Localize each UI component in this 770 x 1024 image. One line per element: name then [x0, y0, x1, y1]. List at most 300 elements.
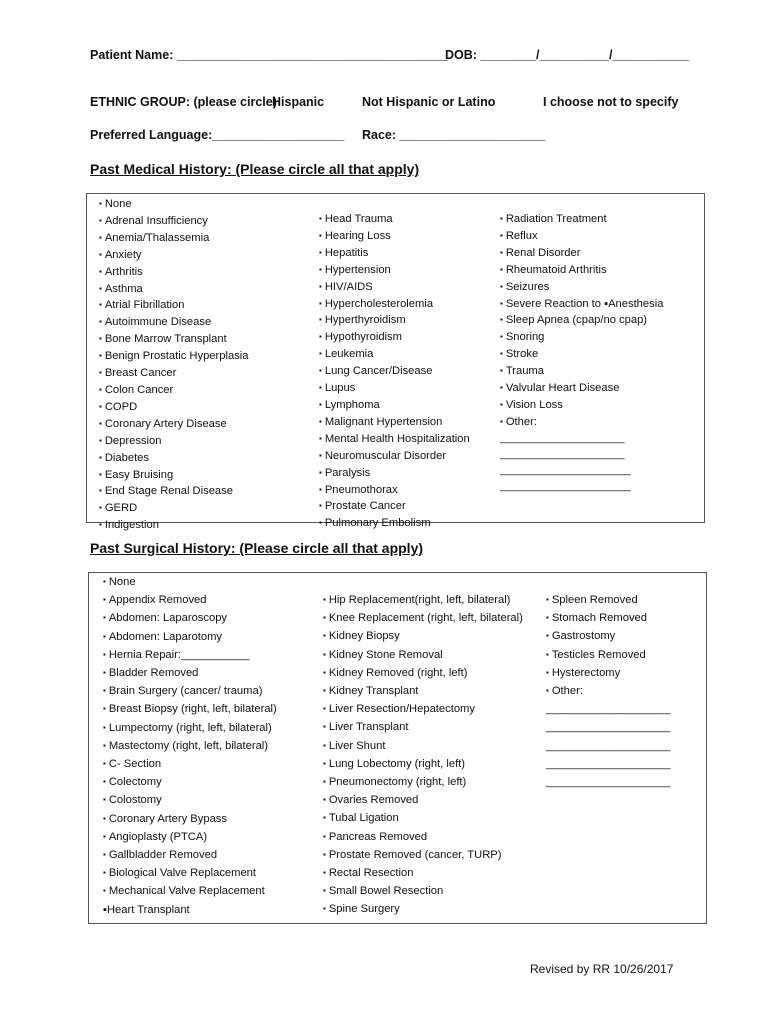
checklist-item[interactable] — [319, 245, 470, 262]
checklist-item[interactable] — [323, 755, 523, 773]
checklist-item[interactable] — [323, 809, 523, 827]
medical-column-1 — [99, 196, 249, 534]
checklist-item-label: Pulmonary Embolism — [324, 517, 431, 530]
bullet-icon: ▪ — [99, 232, 102, 242]
bullet-icon: ▪ — [99, 351, 102, 361]
checklist-item-label: HIV/AIDS — [324, 280, 373, 293]
checklist-item[interactable] — [500, 414, 663, 431]
checklist-item-label: Liver Transplant — [328, 721, 409, 734]
checklist-item[interactable] — [103, 864, 277, 882]
checklist-item[interactable] — [103, 882, 277, 900]
checklist-item-label: Lymphoma — [324, 398, 380, 411]
checklist-item[interactable] — [99, 297, 249, 314]
checklist-item[interactable] — [99, 382, 249, 399]
bullet-icon: ▪ — [99, 215, 102, 225]
checklist-item-label: Other: — [505, 415, 537, 428]
bullet-icon: ▪ — [99, 334, 102, 344]
bullet-icon: ▪ — [319, 450, 322, 460]
checklist-item-label: Vision Loss — [505, 398, 563, 411]
bullet-icon: ▪ — [323, 613, 326, 623]
surgical-history-title: Past Surgical History: (Please circle all that apply) — [90, 540, 424, 556]
bullet-icon: ▪ — [319, 230, 322, 240]
bullet-icon: ▪ — [99, 401, 102, 411]
checklist-item-label: Prostate Cancer — [324, 500, 406, 513]
checklist-item[interactable] — [323, 791, 523, 809]
bullet-icon: ▪ — [319, 349, 322, 359]
checklist-item[interactable]: ▪Heart Transplant — [103, 903, 190, 916]
checklist-item[interactable] — [103, 591, 277, 609]
checklist-item-label: Hearing Loss — [324, 229, 391, 242]
checklist-item-label: Abdomen: Laparotomy — [108, 630, 223, 643]
bullet-icon: ▪ — [99, 199, 102, 208]
bullet-icon: ▪ — [319, 214, 322, 223]
checklist-item[interactable] — [103, 755, 277, 773]
checklist-item[interactable] — [319, 380, 470, 397]
bullet-icon: ▪ — [99, 300, 102, 310]
checklist-item[interactable] — [99, 196, 249, 213]
bullet-icon: ▪ — [319, 315, 322, 325]
checklist-item-label: Anxiety — [104, 248, 142, 261]
checklist-item-label: Colostomy — [108, 794, 162, 807]
checklist-item[interactable] — [546, 627, 670, 645]
checklist-item-label: Snoring — [505, 331, 545, 344]
bullet-icon: ▪ — [319, 501, 322, 511]
bullet-icon: ▪ — [319, 416, 322, 426]
checklist-item-label: Angioplasty (PTCA) — [108, 830, 208, 843]
surgical-history-box — [88, 572, 707, 924]
bullet-icon: ▪ — [319, 366, 322, 376]
bullet-icon: ▪ — [500, 315, 503, 325]
checklist-item[interactable] — [500, 279, 663, 296]
bullet-icon: ▪ — [319, 281, 322, 291]
checklist-item[interactable] — [319, 498, 470, 515]
checklist-item-label: Leukemia — [324, 348, 374, 361]
bullet-icon: ▪ — [99, 452, 102, 462]
checklist-item[interactable] — [546, 609, 670, 627]
checklist-item-label: Bladder Removed — [108, 667, 199, 680]
checklist-item-label: Gastrostomy — [551, 630, 616, 643]
surgical-column-1 — [103, 573, 277, 919]
checklist-item-label: Coronary Artery Disease — [104, 417, 227, 430]
bullet-icon: ▪ — [103, 577, 106, 586]
checklist-item[interactable] — [319, 414, 470, 431]
checklist-item-label: Kidney Stone Removal — [328, 648, 443, 661]
checklist-item-label: None — [108, 576, 136, 588]
bullet-icon: ▪ — [319, 467, 322, 477]
checklist-item[interactable] — [323, 664, 523, 682]
bullet-icon: ▪ — [500, 383, 503, 393]
bullet-icon: ▪ — [546, 631, 549, 641]
checklist-item[interactable] — [99, 213, 249, 230]
bullet-icon: ▪ — [500, 230, 503, 240]
dob-field[interactable]: DOB: ________/__________/___________ — [445, 48, 689, 62]
checklist-item[interactable] — [103, 628, 277, 646]
checklist-item[interactable] — [500, 346, 663, 363]
other-write-in-line[interactable]: ____________________ — [500, 431, 625, 444]
checklist-item-label: Head Trauma — [324, 213, 393, 225]
checklist-item[interactable] — [500, 211, 663, 228]
other-write-in-line[interactable]: _____________________ — [500, 479, 631, 492]
other-write-in-line[interactable]: ____________________ — [546, 776, 671, 789]
checklist-item-label: Asthma — [104, 282, 143, 295]
checklist-item-label: Easy Bruising — [104, 468, 174, 481]
bullet-icon: ▪ — [323, 649, 326, 659]
checklist-item-label: Trauma — [505, 365, 544, 378]
checklist-item-label: C- Section — [108, 758, 162, 771]
checklist-item-label: Liver Shunt — [328, 739, 386, 752]
checklist-item-label: Adrenal Insufficiency — [104, 214, 208, 227]
bullet-icon: ▪ — [500, 399, 503, 409]
checklist-item-label: Stomach Removed — [551, 612, 647, 625]
checklist-item[interactable] — [546, 664, 670, 682]
bullet-icon: ▪ — [500, 416, 503, 426]
bullet-icon: ▪ — [319, 484, 322, 494]
bullet-icon: ▪ — [99, 520, 102, 530]
other-write-in-line[interactable]: _____________________ — [500, 463, 631, 476]
revision-note: Revised by RR 10/26/2017 — [530, 962, 674, 976]
checklist-item-label: Ovaries Removed — [328, 794, 419, 807]
checklist-item-label: Indigestion — [104, 519, 159, 532]
bullet-icon: ▪ — [546, 595, 549, 604]
bullet-icon: ▪ — [323, 904, 326, 914]
bullet-icon: ▪ — [546, 649, 549, 659]
checklist-item[interactable] — [99, 264, 249, 281]
checklist-item-label: Biological Valve Replacement — [108, 867, 257, 880]
checklist-item-label: Appendix Removed — [108, 594, 207, 607]
checklist-item-label: Autoimmune Disease — [104, 316, 212, 329]
checklist-item-label: Severe Reaction to ▪Anesthesia — [505, 297, 664, 310]
checklist-item[interactable] — [103, 573, 277, 591]
bullet-icon: ▪ — [323, 777, 326, 787]
other-write-in-line[interactable]: ____________________ — [500, 447, 625, 460]
ethnic-group-label: ETHNIC GROUP: (please circle) — [90, 95, 277, 109]
bullet-icon: ▪ — [319, 298, 322, 308]
checklist-item[interactable] — [323, 737, 523, 755]
bullet-icon: ▪ — [500, 332, 503, 342]
checklist-item[interactable] — [103, 846, 277, 864]
bullet-icon: ▪ — [103, 740, 106, 750]
checklist-item-label: Lupus — [324, 382, 356, 395]
checklist-item[interactable] — [323, 864, 523, 882]
checklist-item[interactable] — [103, 828, 277, 846]
checklist-item-label: Tubal Ligation — [328, 812, 399, 825]
checklist-item[interactable] — [323, 882, 523, 900]
bullet-icon: ▪ — [103, 886, 106, 896]
checklist-item-label: Mental Health Hospitalization — [324, 432, 470, 445]
checklist-item-label: Neuromuscular Disorder — [324, 449, 447, 462]
checklist-item-label: Atrial Fibrillation — [104, 299, 185, 312]
checklist-item[interactable] — [323, 682, 523, 700]
checklist-item-label: Kidney Biopsy — [328, 630, 400, 643]
checklist-item-label: Diabetes — [104, 451, 149, 464]
checklist-item[interactable] — [99, 314, 249, 331]
surgical-column-3 — [546, 591, 670, 791]
checklist-item[interactable] — [99, 500, 249, 517]
medical-column-2 — [319, 211, 470, 532]
checklist-item-label: Spleen Removed — [551, 594, 638, 606]
checklist-item-label: Rectal Resection — [328, 867, 414, 880]
race-field[interactable]: Race: _____________________ — [362, 128, 546, 142]
bullet-icon: ▪ — [319, 332, 322, 342]
checklist-item-label: Prostate Removed (cancer, TURP) — [328, 848, 502, 861]
checklist-item-label: Hyperthyroidism — [324, 314, 406, 327]
checklist-item[interactable] — [319, 482, 470, 499]
checklist-item-label: Reflux — [505, 229, 538, 242]
checklist-item[interactable] — [323, 900, 523, 918]
bullet-icon: ▪ — [99, 249, 102, 259]
bullet-icon: ▪ — [99, 283, 102, 293]
checklist-item-label: Hepatitis — [324, 246, 369, 259]
bullet-icon: ▪ — [103, 759, 106, 769]
checklist-item-label: Arthritis — [104, 265, 143, 278]
bullet-icon: ▪ — [103, 686, 106, 696]
checklist-item[interactable] — [319, 262, 470, 279]
checklist-item-label: Gallbladder Removed — [108, 849, 218, 862]
other-write-in-line[interactable]: ____________________ — [546, 739, 671, 752]
checklist-item-label: Testicles Removed — [551, 648, 646, 661]
bullet-icon: ▪ — [323, 740, 326, 750]
checklist-item-label: Stroke — [505, 348, 539, 361]
checklist-item[interactable] — [323, 627, 523, 645]
bullet-icon: ▪ — [99, 317, 102, 327]
checklist-item[interactable] — [103, 791, 277, 809]
checklist-item[interactable] — [103, 609, 277, 627]
checklist-item[interactable] — [99, 433, 249, 450]
checklist-item[interactable] — [319, 346, 470, 363]
checklist-item[interactable] — [323, 700, 523, 718]
checklist-item-label: Hypothyroidism — [324, 331, 402, 344]
bullet-icon: ▪ — [500, 366, 503, 376]
checklist-item-label: GERD — [104, 502, 138, 515]
checklist-item[interactable] — [99, 450, 249, 467]
bullet-icon: ▪ — [99, 368, 102, 378]
checklist-item[interactable] — [323, 609, 523, 627]
checklist-item-label: Paralysis — [324, 466, 371, 479]
checklist-item[interactable] — [103, 664, 277, 682]
checklist-item[interactable] — [500, 397, 663, 414]
checklist-item-label: Kidney Removed (right, left) — [328, 666, 468, 679]
checklist-item-label: Hip Replacement(right, left, bilateral) — [328, 594, 511, 606]
checklist-item[interactable] — [319, 211, 470, 228]
checklist-item-label: Breast Biopsy (right, left, bilateral) — [108, 703, 277, 716]
bullet-icon: ▪ — [99, 384, 102, 394]
bullet-icon: ▪ — [319, 264, 322, 274]
checklist-item[interactable] — [99, 467, 249, 484]
checklist-item[interactable] — [103, 682, 277, 700]
checklist-item[interactable] — [323, 846, 523, 864]
checklist-item-label: Anemia/Thalassemia — [104, 231, 210, 244]
checklist-item-label: COPD — [104, 400, 138, 413]
bullet-icon: ▪ — [323, 868, 326, 878]
checklist-item-label: Malignant Hypertension — [324, 415, 443, 428]
checklist-item[interactable] — [323, 828, 523, 846]
bullet-icon: ▪ — [319, 433, 322, 443]
checklist-item[interactable] — [99, 230, 249, 247]
checklist-item[interactable] — [323, 718, 523, 736]
bullet-icon: ▪ — [323, 849, 326, 859]
bullet-icon: ▪ — [319, 518, 322, 528]
checklist-item[interactable] — [103, 646, 277, 664]
bullet-icon: ▪ — [99, 503, 102, 513]
checklist-item[interactable] — [99, 331, 249, 348]
bullet-icon: ▪ — [319, 399, 322, 409]
ethnic-option-hispanic[interactable]: Hispanic — [272, 95, 325, 109]
medical-history-box — [86, 193, 705, 532]
checklist-item[interactable] — [99, 348, 249, 365]
checklist-item[interactable] — [319, 448, 470, 465]
checklist-item[interactable] — [103, 737, 277, 755]
bullet-icon: ▪ — [103, 850, 106, 860]
bullet-icon: ▪ — [103, 831, 106, 841]
bullet-icon: ▪ — [103, 813, 106, 823]
checklist-item-label: Other: — [551, 685, 583, 698]
checklist-item-label: Abdomen: Laparoscopy — [108, 612, 228, 625]
bullet-icon: ▪ — [323, 831, 326, 841]
checklist-item-label: Renal Disorder — [505, 246, 581, 259]
checklist-item[interactable] — [500, 312, 663, 329]
checklist-item[interactable] — [99, 416, 249, 433]
bullet-icon: ▪ — [99, 486, 102, 496]
checklist-item-label: Pneumothorax — [324, 483, 398, 496]
bullet-icon: ▪ — [323, 886, 326, 896]
checklist-item[interactable] — [500, 329, 663, 346]
checklist-item[interactable] — [319, 312, 470, 329]
bullet-icon: ▪ — [99, 469, 102, 479]
bullet-icon: ▪ — [103, 722, 106, 732]
checklist-item-label: Rheumatoid Arthritis — [505, 263, 607, 276]
checklist-item[interactable] — [546, 682, 670, 700]
checklist-item-label: Liver Resection/Hepatectomy — [328, 703, 475, 716]
checklist-item[interactable] — [99, 483, 249, 500]
checklist-item[interactable] — [500, 363, 663, 380]
bullet-icon: ▪ — [323, 813, 326, 823]
other-write-in-line[interactable]: ____________________ — [546, 721, 671, 734]
checklist-item[interactable] — [99, 281, 249, 298]
checklist-item[interactable] — [319, 296, 470, 313]
bullet-icon: ▪ — [319, 247, 322, 257]
bullet-icon: ▪ — [103, 704, 106, 714]
checklist-item-label: Lung Cancer/Disease — [324, 365, 433, 378]
checklist-item-label: Depression — [104, 434, 162, 447]
checklist-item[interactable] — [500, 380, 663, 397]
checklist-item-label: Small Bowel Resection — [328, 885, 444, 898]
bullet-icon: ▪ — [323, 595, 326, 604]
surgical-column-2 — [323, 591, 523, 919]
checklist-item[interactable] — [319, 515, 470, 532]
bullet-icon: ▪ — [500, 214, 503, 223]
checklist-item[interactable] — [546, 591, 670, 609]
bullet-icon: ▪ — [500, 281, 503, 291]
checklist-item-label: Pneumonectomy (right, left) — [328, 776, 467, 789]
bullet-icon: ▪ — [103, 777, 106, 787]
checklist-item[interactable] — [319, 329, 470, 346]
other-write-in-line[interactable]: ____________________ — [546, 703, 671, 716]
bullet-icon: ▪ — [546, 667, 549, 677]
checklist-item[interactable] — [319, 465, 470, 482]
bullet-icon: ▪ — [323, 722, 326, 732]
checklist-item[interactable] — [103, 773, 277, 791]
other-write-in-line[interactable]: ____________________ — [546, 757, 671, 770]
bullet-icon: ▪ — [546, 686, 549, 696]
checklist-item-label: Benign Prostatic Hyperplasia — [104, 350, 249, 363]
checklist-item[interactable] — [103, 810, 277, 828]
checklist-item[interactable] — [99, 517, 249, 534]
checklist-item[interactable] — [500, 296, 663, 313]
checklist-item[interactable] — [319, 363, 470, 380]
bullet-icon: ▪ — [99, 435, 102, 445]
checklist-item-label: Sleep Apnea (cpap/no cpap) — [505, 314, 648, 327]
bullet-icon: ▪ — [323, 667, 326, 677]
checklist-item-label: Hernia Repair:___________ — [108, 648, 250, 661]
bullet-icon: ▪ — [500, 264, 503, 274]
bullet-icon: ▪ — [103, 613, 106, 623]
bullet-icon: ▪ — [103, 631, 106, 641]
checklist-item-label: Mechanical Valve Replacement — [108, 885, 265, 898]
checklist-item[interactable] — [500, 228, 663, 245]
checklist-item-label: Pancreas Removed — [328, 830, 428, 843]
checklist-item-label: Hypercholesterolemia — [324, 297, 434, 310]
ethnic-option-not-hispanic[interactable]: Not Hispanic or Latino — [362, 95, 496, 109]
checklist-item[interactable] — [319, 228, 470, 245]
checklist-item-label: Seizures — [505, 280, 550, 293]
bullet-icon: ▪ — [103, 668, 106, 678]
checklist-item-label: Brain Surgery (cancer/ trauma) — [108, 685, 263, 698]
checklist-item-label: Coronary Artery Bypass — [108, 812, 227, 825]
checklist-item[interactable] — [323, 773, 523, 791]
checklist-item-label: Valvular Heart Disease — [505, 382, 620, 395]
checklist-item[interactable] — [103, 700, 277, 718]
checklist-item-label: Lung Lobectomy (right, left) — [328, 757, 466, 770]
checklist-item[interactable] — [319, 397, 470, 414]
bullet-icon: ▪ — [323, 704, 326, 714]
bullet-icon: ▪ — [319, 383, 322, 393]
ethnic-option-not-specify[interactable]: I choose not to specify — [543, 95, 679, 109]
checklist-item[interactable] — [546, 646, 670, 664]
checklist-item-label: Colectomy — [108, 776, 162, 789]
checklist-item-label: End Stage Renal Disease — [104, 485, 233, 498]
checklist-item[interactable] — [99, 399, 249, 416]
checklist-item[interactable] — [319, 279, 470, 296]
medical-column-3 — [500, 211, 663, 494]
checklist-item[interactable] — [323, 646, 523, 664]
bullet-icon: ▪ — [323, 686, 326, 696]
preferred-language-field[interactable]: Preferred Language:___________________ — [90, 128, 345, 142]
checklist-item[interactable] — [323, 591, 523, 609]
checklist-item-label: Bone Marrow Transplant — [104, 333, 227, 346]
checklist-item-label: Mastectomy (right, left, bilateral) — [108, 739, 269, 752]
bullet-icon: ▪ — [99, 266, 102, 276]
checklist-item-label: Breast Cancer — [104, 367, 177, 380]
bullet-icon: ▪ — [103, 795, 106, 805]
medical-history-title: Past Medical History: (Please circle all that apply) — [90, 161, 420, 177]
checklist-item[interactable] — [500, 262, 663, 279]
checklist-item[interactable] — [99, 365, 249, 382]
checklist-item-label: Hysterectomy — [551, 666, 621, 679]
checklist-item[interactable] — [319, 431, 470, 448]
checklist-item-label: Radiation Treatment — [505, 213, 607, 225]
checklist-item[interactable] — [99, 247, 249, 264]
checklist-item-label: Spine Surgery — [328, 903, 400, 916]
checklist-item-label: None — [104, 198, 132, 210]
bullet-icon: ▪ — [323, 795, 326, 805]
checklist-item-label: Knee Replacement (right, left, bilateral) — [328, 612, 523, 625]
patient-name-field[interactable]: Patient Name: _______________________________________ — [90, 48, 448, 62]
checklist-item[interactable] — [103, 719, 277, 737]
bullet-icon: ▪ — [103, 868, 106, 878]
bullet-icon: ▪ — [500, 298, 503, 308]
checklist-item[interactable] — [500, 245, 663, 262]
bullet-icon: ▪ — [323, 631, 326, 641]
